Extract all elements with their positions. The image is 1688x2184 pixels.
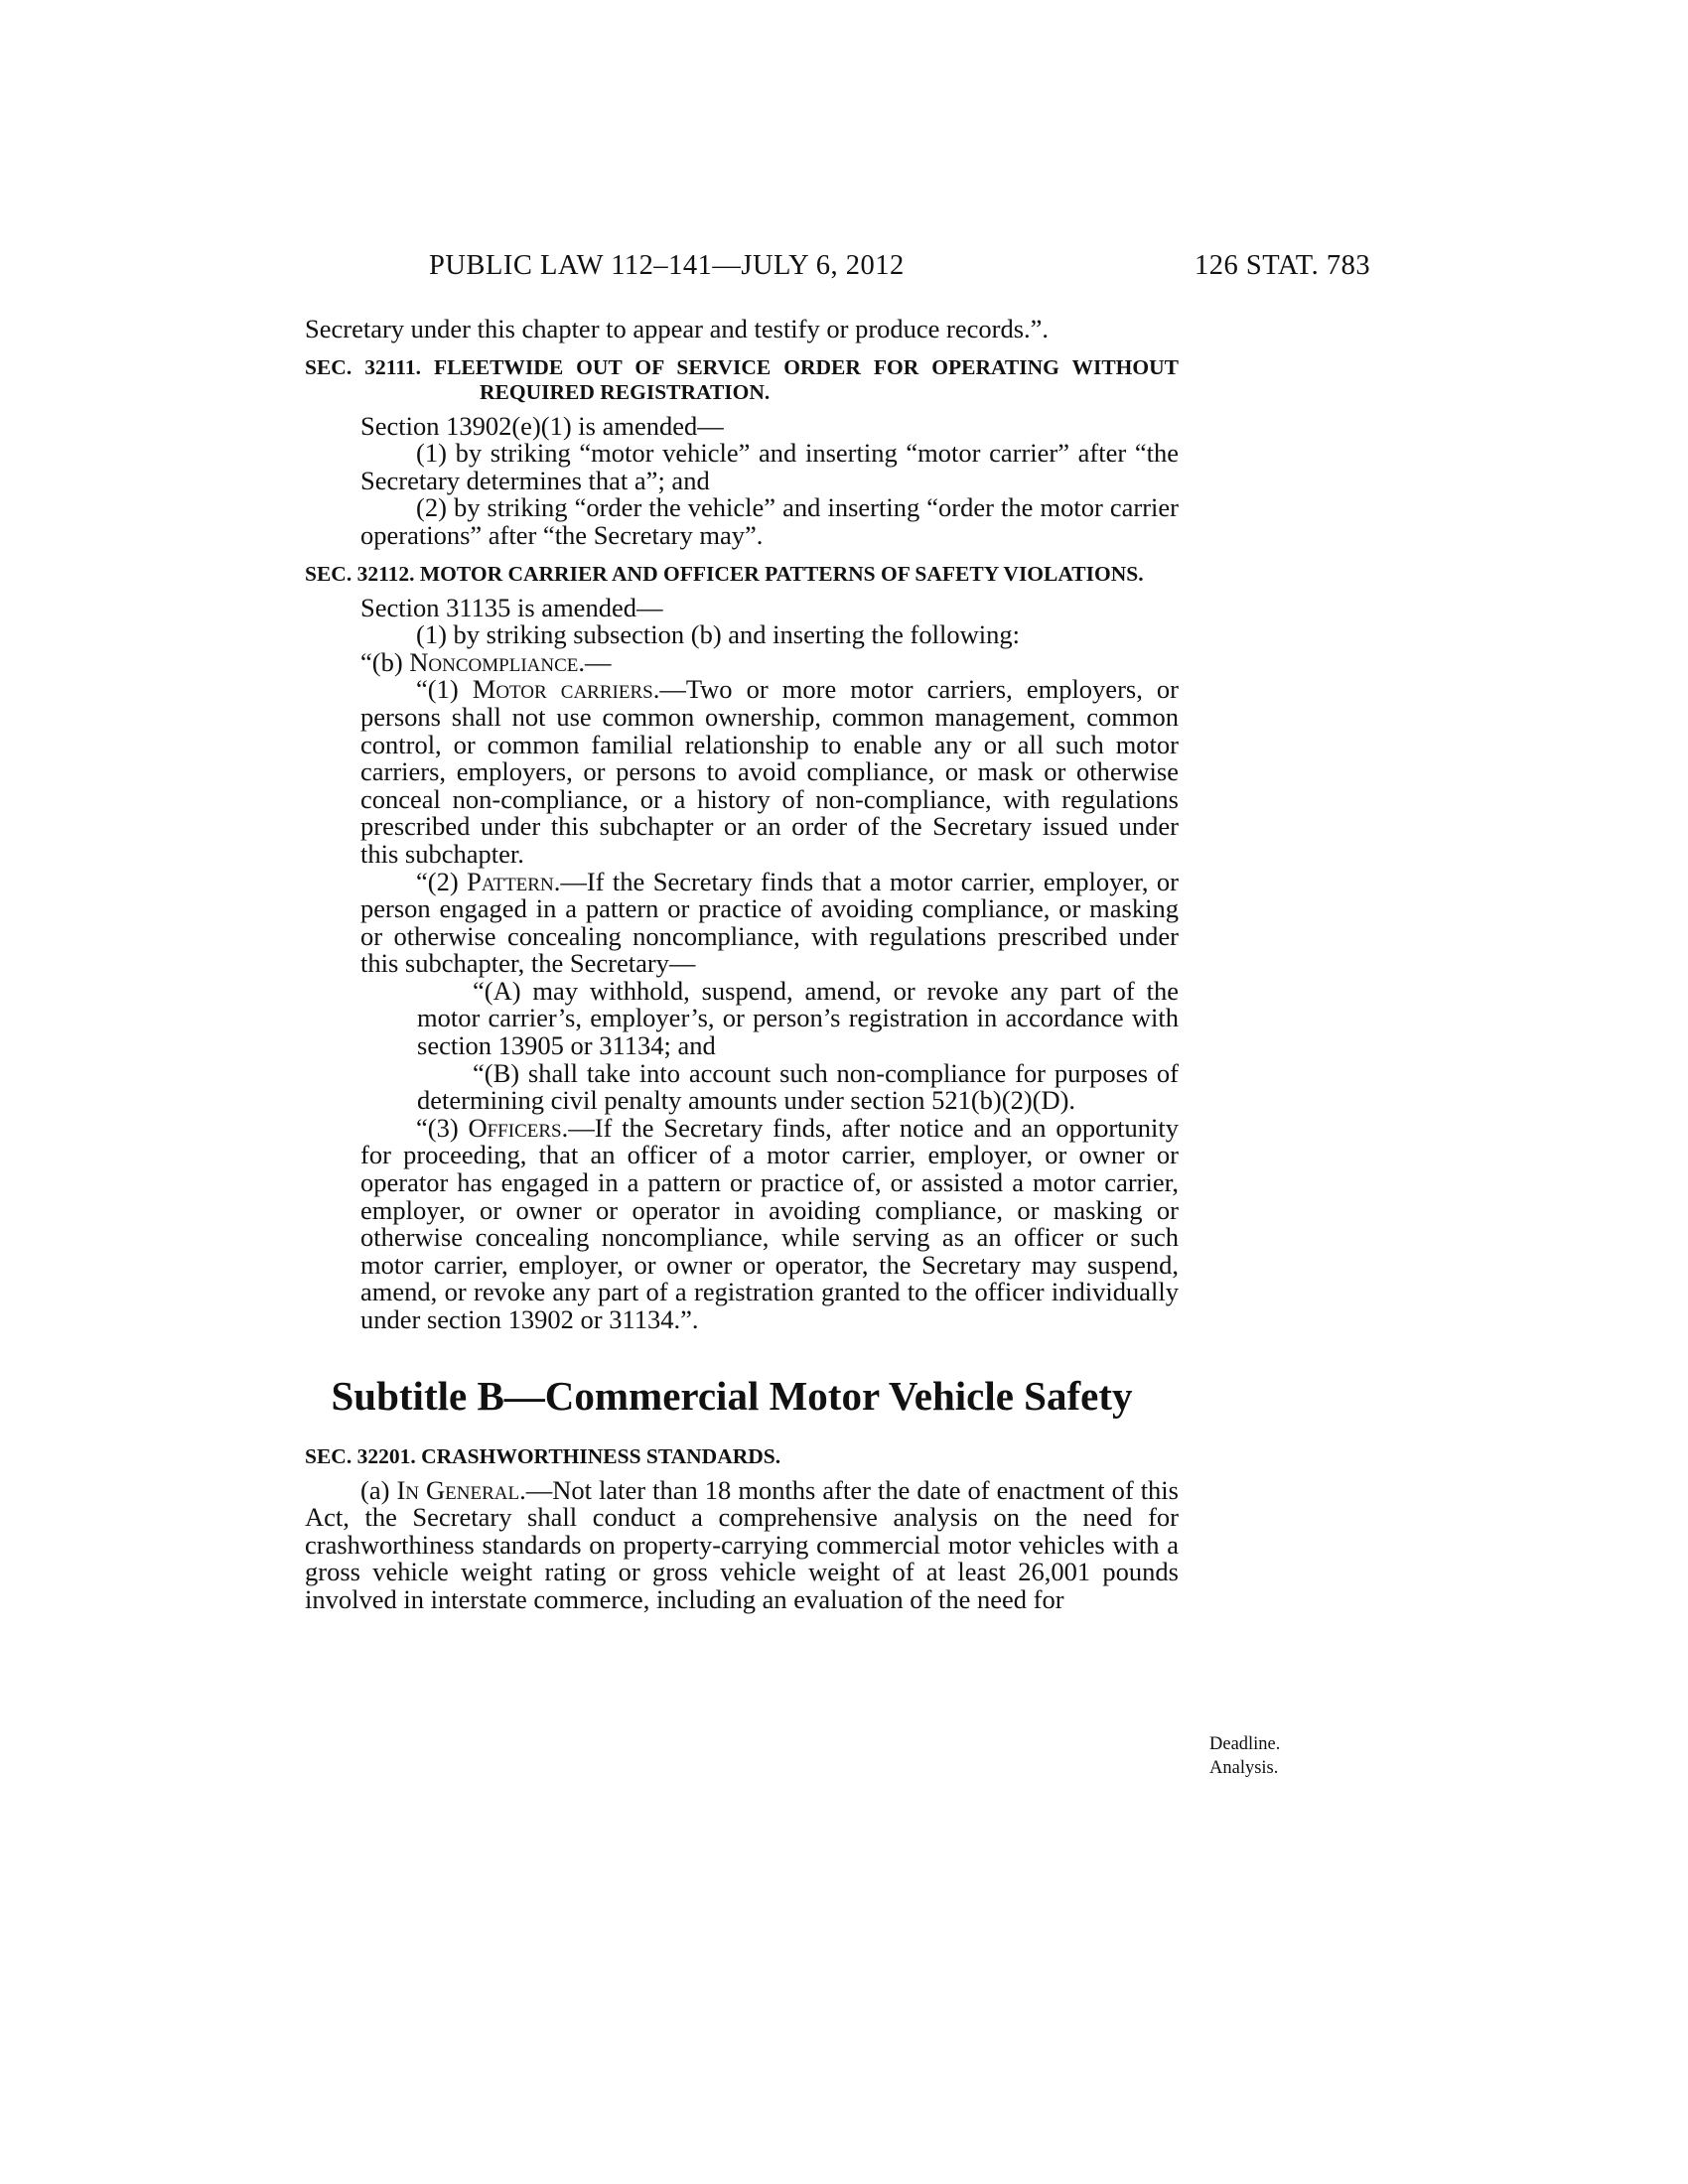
subsection-b-prefix: “(b)	[360, 646, 410, 677]
paragraph-3-title: Officers	[468, 1112, 562, 1143]
section-32111-para-1: (1) by striking “motor vehicle” and inserting “motor carrier” after “the Secretary determines that a”; and	[360, 438, 1179, 495]
subsection-a-prefix: (a)	[360, 1474, 397, 1505]
section-32112-paragraphs	[305, 621, 1179, 978]
paragraph-1-prefix: “(1)	[416, 674, 473, 705]
section-32111-paragraphs	[305, 440, 1179, 549]
margin-notes	[1209, 1732, 1280, 1780]
paragraph-2-text: .—If the Secretary finds that a motor carrier, employer, or person engaged in a pattern or practice of avoiding compliance, or masking or otherwise concealing noncompliance, with regulations prescribed under this subchapter, the Secretary—	[360, 866, 1179, 979]
paragraph-2-prefix: “(2)	[416, 866, 468, 896]
section-heading-32201: SEC. 32201. CRASHWORTHINESS STANDARDS.	[305, 1443, 781, 1468]
paragraph-pattern	[360, 866, 1179, 979]
subsection-b-title: Noncompliance	[409, 646, 579, 677]
section-32112-paragraph-3-wrap	[305, 1112, 1179, 1334]
section-heading-32111: SEC. 32111. FLEETWIDE OUT OF SERVICE ORDER FOR OPERATING WITHOUT REQUIRED REGISTRATION.	[305, 354, 1179, 404]
section-32111-para-2: (2) by striking “order the vehicle” and inserting “order the motor carrier operations” after “the Secretary may”.	[360, 492, 1179, 550]
paragraph-2-title: Pattern	[467, 866, 554, 896]
margin-note-analysis: Analysis.	[1209, 1758, 1279, 1778]
paragraph-1-text: .—Two or more motor carriers, employers, or persons shall not use common ownership, common management, common control, or common familial relationship to enable any or all such motor carriers, employers, or persons to avoid compliance, or mask or otherwise conceal non-compliance, or a history of non-compliance, with regulations prescribed under this subchapter or an order of the Secretary issued under this subchapter.	[360, 674, 1179, 869]
section-32201-subsection-a	[305, 1474, 1179, 1614]
paragraph-3-text: .—If the Secretary finds, after notice and an opportunity for proceeding, that an officer of a motor carrier, employer, or owner or operator has engaged in a pattern or practice of, or assisted a motor carrier, employer, or owner or operator in avoiding compliance, or masking or otherwise concealing noncompliance, while serving as an officer or such motor carrier, employer, or owner or operator, the Secretary may suspend, amend, or revoke any part of a registration granted to the officer individually under section 13902 or 31134.”.	[360, 1112, 1179, 1334]
margin-note-deadline: Deadline.	[1209, 1734, 1281, 1754]
continued-text: Secretary under this chapter to appear and testify or produce records.”.	[305, 314, 1050, 343]
paragraph-officers	[360, 1112, 1179, 1334]
paragraph-1-title: Motor carriers	[472, 674, 653, 705]
document-body	[305, 316, 1179, 1614]
section-32112-para-1: (1) by striking subsection (b) and inserting the following:	[416, 619, 1020, 650]
subsection-b-dash: .—	[578, 646, 612, 677]
section-32112-intro: Section 31135 is amended—	[360, 592, 663, 622]
paragraph-3-prefix: “(3)	[416, 1112, 469, 1143]
paragraph-motor-carriers	[360, 676, 1179, 868]
subsection-a-title: In General	[396, 1474, 520, 1505]
subparagraph-a: “(A) may withhold, suspend, amend, or revoke any part of the motor carrier’s, employer’s, or person’s registration in accordance with section 13905 or 31134; and	[417, 975, 1179, 1061]
subsection-b-heading	[360, 646, 1179, 677]
subsection-a-text: .—Not later than 18 months after the date of enactment of this Act, the Secretary shall conduct a comprehensive analysis on the need for crashworthiness standards on property-carrying commercial motor vehicles with a gross vehicle weight rating or gross vehicle weight of at least 26,001 pounds involved in interstate commerce, including an evaluation of the need for	[305, 1474, 1179, 1614]
running-header	[0, 250, 1688, 290]
subparagraph-b: “(B) shall take into account such non-compliance for purposes of determining civil penalty amounts under section 521(b)(2)(D).	[417, 1057, 1179, 1116]
page-title: PUBLIC LAW 112–141—JULY 6, 2012	[429, 250, 905, 281]
section-heading-32112: SEC. 32112. MOTOR CARRIER AND OFFICER PATTERNS OF SAFETY VIOLATIONS.	[305, 561, 1144, 586]
stat-page-number: 126 STAT. 783	[1195, 250, 1371, 281]
section-32111-intro: Section 13902(e)(1) is amended—	[360, 410, 724, 441]
subtitle-heading: Subtitle B—Commercial Motor Vehicle Safety	[331, 1372, 1133, 1419]
